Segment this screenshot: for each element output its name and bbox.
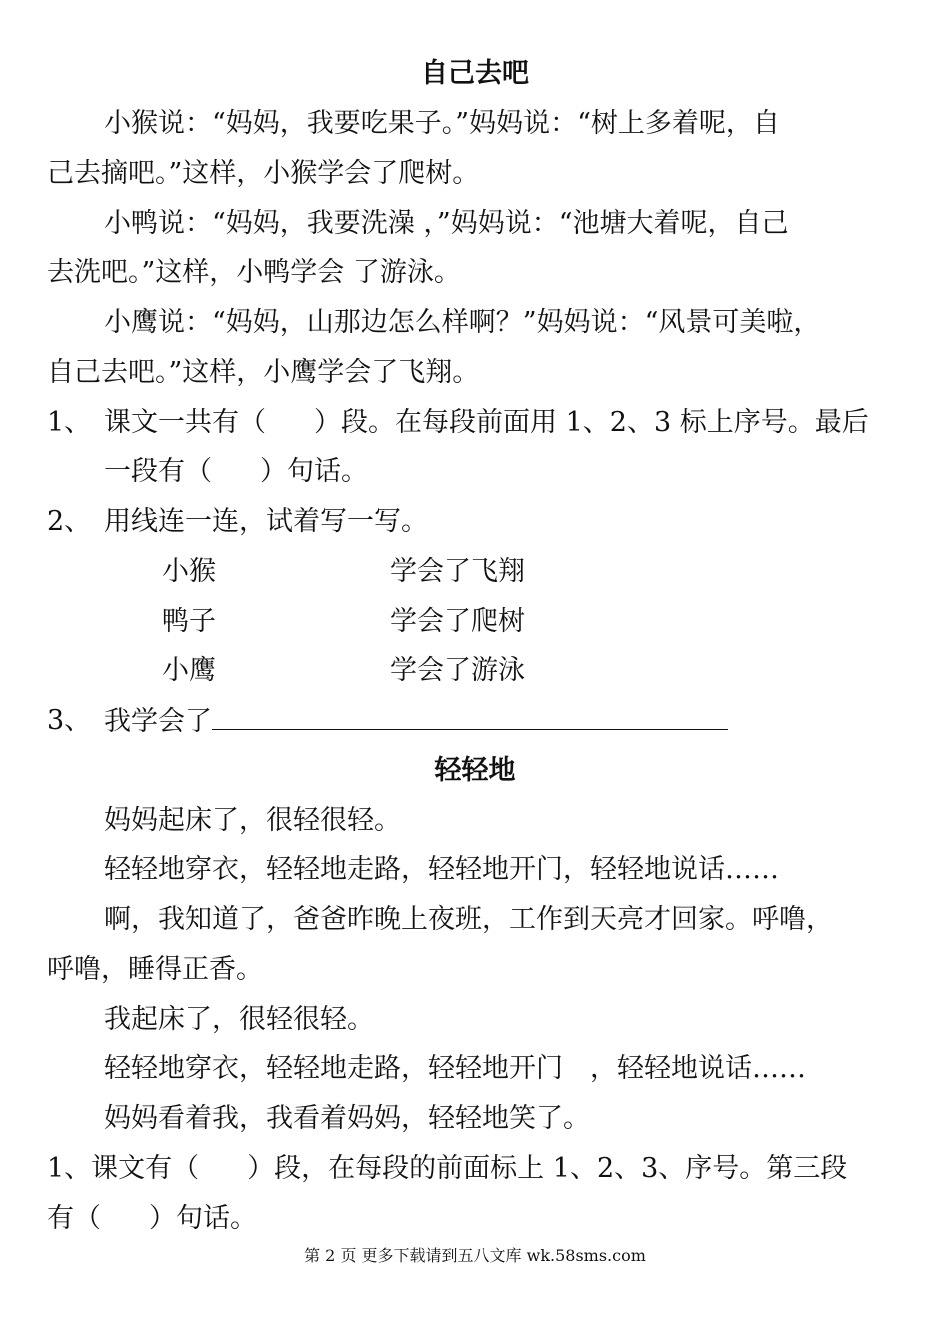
paragraph-1-line-1: 小猴说：“妈妈，我要吃果子。”妈妈说：“树上多着呢，自 <box>104 108 780 139</box>
section2-question-text-b: ）段，在每段的前面标上 1、2、3、序号。第三段 <box>247 1153 848 1184</box>
poem-line-5: 我起床了，很轻很轻。 <box>104 1004 374 1035</box>
paragraph-3-line-1: 小鹰说：“妈妈，山那边怎么样啊？”妈妈说：“风景可美啦， <box>104 307 821 338</box>
section2-question-line-1 <box>47 1151 847 1187</box>
question-1-line-2 <box>104 454 368 490</box>
answer-underline <box>212 703 728 730</box>
section2-question-text-d: ）句话。 <box>149 1203 257 1234</box>
section2-question-line-2 <box>47 1201 257 1237</box>
question-2-text: 用线连一连，试着写一写。 <box>104 506 428 537</box>
poem-line-2: 轻轻地穿衣，轻轻地走路，轻轻地开门，轻轻地说话…… <box>104 854 779 885</box>
paragraph-2-line-1: 小鸭说：“妈妈，我要洗澡 ，”妈妈说：“池塘大着呢，自己 <box>104 208 789 239</box>
match-left-3: 小鹰 <box>162 655 216 686</box>
poem-line-3: 啊，我知道了，爸爸昨晚上夜班，工作到天亮才回家。呼噜， <box>104 904 833 935</box>
question-2-number: 2、 <box>47 506 92 537</box>
poem-line-1: 妈妈起床了，很轻很轻。 <box>104 805 401 836</box>
question-3-text: 我学会了 <box>104 706 212 737</box>
question-1-text-d: ）句话。 <box>260 456 368 487</box>
question-1-line-1 <box>104 405 869 441</box>
section1-title: 自己去吧 <box>421 58 529 89</box>
section2-question-text-a: 1、课文有（ <box>47 1153 200 1184</box>
question-1-text-b: ）段。在每段前面用 1、2、3 标上序号。最后 <box>314 407 869 438</box>
paragraph-1-line-2: 己去摘吧。”这样，小猴学会了爬树。 <box>47 158 480 189</box>
paragraph-2-line-2: 去洗吧。”这样，小鸭学会 了游泳。 <box>47 257 461 288</box>
page-footer: 第 2 页 更多下载请到五八文库 wk.58sms.com <box>304 1246 646 1265</box>
section2-title: 轻轻地 <box>434 755 516 786</box>
poem-line-7: 妈妈看着我，我看着妈妈，轻轻地笑了。 <box>104 1103 590 1134</box>
section2-question-text-c: 有（ <box>47 1203 101 1234</box>
poem-line-4: 呼噜，睡得正香。 <box>47 954 263 985</box>
question-1-text-a: 课文一共有（ <box>104 407 266 438</box>
question-3-line <box>104 703 728 739</box>
match-right-2: 学会了爬树 <box>390 606 525 637</box>
match-right-3: 学会了游泳 <box>390 655 525 686</box>
question-1-number: 1、 <box>47 407 92 438</box>
match-left-2: 鸭子 <box>162 606 216 637</box>
question-3-number: 3、 <box>47 705 92 736</box>
question-1-text-c: 一段有（ <box>104 456 212 487</box>
match-right-1: 学会了飞翔 <box>390 556 525 587</box>
match-left-1: 小猴 <box>162 556 216 587</box>
poem-line-6: 轻轻地穿衣，轻轻地走路，轻轻地开门 ，轻轻地说话…… <box>104 1053 806 1084</box>
paragraph-3-line-2: 自己去吧。”这样，小鹰学会了飞翔。 <box>47 357 480 388</box>
